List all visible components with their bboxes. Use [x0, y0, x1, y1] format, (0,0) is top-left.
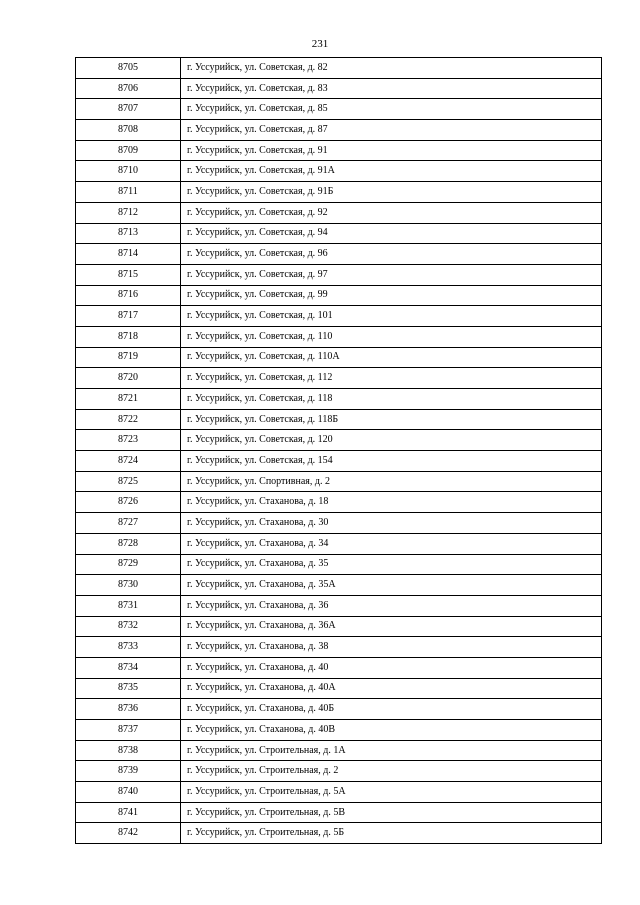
- page-number: 231: [311, 38, 329, 50]
- address-cell: г. Уссурийск, ул. Советская, д. 99: [181, 285, 602, 306]
- table-row: [76, 554, 602, 575]
- address-cell: г. Уссурийск, ул. Советская, д. 82: [181, 58, 602, 79]
- address-cell: г. Уссурийск, ул. Советская, д. 94: [181, 223, 602, 244]
- table-body: [76, 58, 602, 844]
- address-cell: г. Уссурийск, ул. Стаханова, д. 40: [181, 657, 602, 678]
- table-row: [76, 306, 602, 327]
- table-row: [76, 161, 602, 182]
- row-number-cell: 8741: [76, 802, 181, 823]
- row-number-cell: 8712: [76, 202, 181, 223]
- address-cell: г. Уссурийск, ул. Строительная, д. 5А: [181, 782, 602, 803]
- table-row: [76, 782, 602, 803]
- table-row: [76, 140, 602, 161]
- table-row: [76, 58, 602, 79]
- table-row: [76, 740, 602, 761]
- row-number-cell: 8731: [76, 595, 181, 616]
- row-number-cell: 8708: [76, 120, 181, 141]
- row-number-cell: 8726: [76, 492, 181, 513]
- row-number-cell: 8740: [76, 782, 181, 803]
- address-registry-table: [75, 57, 602, 844]
- table-row: [76, 595, 602, 616]
- row-number-cell: 8722: [76, 409, 181, 430]
- row-number-cell: 8713: [76, 223, 181, 244]
- table-row: [76, 492, 602, 513]
- address-cell: г. Уссурийск, ул. Спортивная, д. 2: [181, 471, 602, 492]
- row-number-cell: 8718: [76, 326, 181, 347]
- table-row: [76, 451, 602, 472]
- row-number-cell: 8732: [76, 616, 181, 637]
- table-row: [76, 678, 602, 699]
- address-cell: г. Уссурийск, ул. Советская, д. 85: [181, 99, 602, 120]
- row-number-cell: 8711: [76, 182, 181, 203]
- table-row: [76, 637, 602, 658]
- address-cell: г. Уссурийск, ул. Советская, д. 118Б: [181, 409, 602, 430]
- address-cell: г. Уссурийск, ул. Стаханова, д. 40А: [181, 678, 602, 699]
- table-row: [76, 802, 602, 823]
- row-number-cell: 8735: [76, 678, 181, 699]
- table-row: [76, 244, 602, 265]
- row-number-cell: 8730: [76, 575, 181, 596]
- row-number-cell: 8707: [76, 99, 181, 120]
- row-number-cell: 8719: [76, 347, 181, 368]
- row-number-cell: 8720: [76, 368, 181, 389]
- address-cell: г. Уссурийск, ул. Стаханова, д. 36А: [181, 616, 602, 637]
- table-row: [76, 78, 602, 99]
- row-number-cell: 8717: [76, 306, 181, 327]
- table-row: [76, 471, 602, 492]
- address-cell: г. Уссурийск, ул. Советская, д. 91Б: [181, 182, 602, 203]
- table-row: [76, 409, 602, 430]
- row-number-cell: 8710: [76, 161, 181, 182]
- address-cell: г. Уссурийск, ул. Стаханова, д. 35: [181, 554, 602, 575]
- row-number-cell: 8728: [76, 533, 181, 554]
- table-row: [76, 513, 602, 534]
- row-number-cell: 8736: [76, 699, 181, 720]
- table-row: [76, 761, 602, 782]
- address-cell: г. Уссурийск, ул. Советская, д. 118: [181, 389, 602, 410]
- table-row: [76, 347, 602, 368]
- table-row: [76, 657, 602, 678]
- row-number-cell: 8721: [76, 389, 181, 410]
- address-cell: г. Уссурийск, ул. Советская, д. 87: [181, 120, 602, 141]
- address-cell: г. Уссурийск, ул. Советская, д. 91А: [181, 161, 602, 182]
- table-row: [76, 616, 602, 637]
- address-cell: г. Уссурийск, ул. Советская, д. 96: [181, 244, 602, 265]
- address-cell: г. Уссурийск, ул. Стаханова, д. 36: [181, 595, 602, 616]
- address-cell: г. Уссурийск, ул. Советская, д. 112: [181, 368, 602, 389]
- row-number-cell: 8716: [76, 285, 181, 306]
- address-cell: г. Уссурийск, ул. Советская, д. 110А: [181, 347, 602, 368]
- row-number-cell: 8733: [76, 637, 181, 658]
- table-row: [76, 533, 602, 554]
- table-row: [76, 389, 602, 410]
- table-row: [76, 182, 602, 203]
- table-row: [76, 120, 602, 141]
- row-number-cell: 8734: [76, 657, 181, 678]
- address-cell: г. Уссурийск, ул. Стаханова, д. 40В: [181, 720, 602, 741]
- table-row: [76, 823, 602, 844]
- row-number-cell: 8723: [76, 430, 181, 451]
- address-cell: г. Уссурийск, ул. Советская, д. 120: [181, 430, 602, 451]
- table-row: [76, 326, 602, 347]
- address-cell: г. Уссурийск, ул. Стаханова, д. 18: [181, 492, 602, 513]
- row-number-cell: 8739: [76, 761, 181, 782]
- address-cell: г. Уссурийск, ул. Стаханова, д. 30: [181, 513, 602, 534]
- table-row: [76, 720, 602, 741]
- address-cell: г. Уссурийск, ул. Советская, д. 110: [181, 326, 602, 347]
- address-cell: г. Уссурийск, ул. Стаханова, д. 34: [181, 533, 602, 554]
- row-number-cell: 8706: [76, 78, 181, 99]
- address-cell: г. Уссурийск, ул. Советская, д. 92: [181, 202, 602, 223]
- row-number-cell: 8737: [76, 720, 181, 741]
- table-row: [76, 223, 602, 244]
- address-cell: г. Уссурийск, ул. Стаханова, д. 35А: [181, 575, 602, 596]
- table-row: [76, 699, 602, 720]
- row-number-cell: 8705: [76, 58, 181, 79]
- address-cell: г. Уссурийск, ул. Стаханова, д. 38: [181, 637, 602, 658]
- row-number-cell: 8725: [76, 471, 181, 492]
- address-cell: г. Уссурийск, ул. Советская, д. 91: [181, 140, 602, 161]
- row-number-cell: 8724: [76, 451, 181, 472]
- address-cell: г. Уссурийск, ул. Советская, д. 101: [181, 306, 602, 327]
- row-number-cell: 8715: [76, 264, 181, 285]
- table-row: [76, 575, 602, 596]
- row-number-cell: 8714: [76, 244, 181, 265]
- row-number-cell: 8742: [76, 823, 181, 844]
- table-row: [76, 285, 602, 306]
- address-cell: г. Уссурийск, ул. Строительная, д. 5В: [181, 802, 602, 823]
- table-row: [76, 202, 602, 223]
- address-cell: г. Уссурийск, ул. Строительная, д. 2: [181, 761, 602, 782]
- address-cell: г. Уссурийск, ул. Строительная, д. 5Б: [181, 823, 602, 844]
- address-cell: г. Уссурийск, ул. Строительная, д. 1А: [181, 740, 602, 761]
- row-number-cell: 8729: [76, 554, 181, 575]
- table-row: [76, 264, 602, 285]
- row-number-cell: 8738: [76, 740, 181, 761]
- table-row: [76, 368, 602, 389]
- table-row: [76, 99, 602, 120]
- address-cell: г. Уссурийск, ул. Советская, д. 154: [181, 451, 602, 472]
- row-number-cell: 8709: [76, 140, 181, 161]
- address-cell: г. Уссурийск, ул. Советская, д. 83: [181, 78, 602, 99]
- address-cell: г. Уссурийск, ул. Советская, д. 97: [181, 264, 602, 285]
- table-row: [76, 430, 602, 451]
- address-cell: г. Уссурийск, ул. Стаханова, д. 40Б: [181, 699, 602, 720]
- row-number-cell: 8727: [76, 513, 181, 534]
